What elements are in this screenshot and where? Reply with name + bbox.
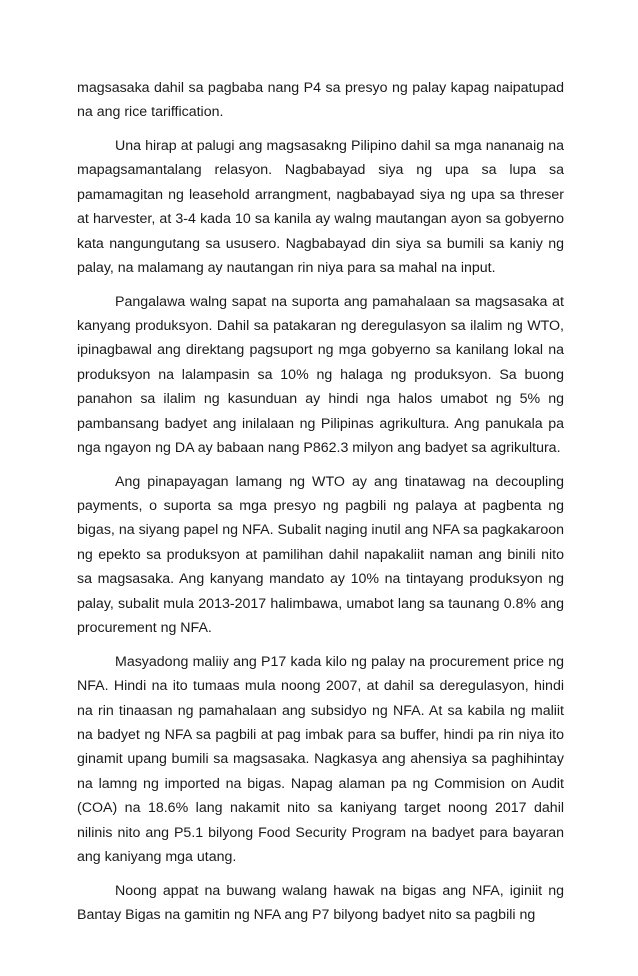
- paragraph-2: Una hirap at palugi ang magsasakng Pilipino dahil sa mga nananaig na mapagsamantalang relasyon. Nagbabayad siya ng upa sa lupa sa pamamagitan ng leasehold arrangment, nagbabayad siya ng upa sa threser at harvester, at 3-4 kada 10 sa kanila ay walng mautangan ayon sa gobyerno kata nangungutang sa ususero. Nagbabayad din siya sa bumili sa kaniy ng palay, na malamang ay nautangan rin niya para sa mahal na input.: [77, 138, 564, 277]
- paragraph-5: Masyadong maliiy ang P17 kada kilo ng palay na procurement price ng NFA. Hindi na ito tumaas mula noong 2007, at dahil sa deregulasyon, hindi na rin tinaasan ng pamahalaan ang subsidyo ng NFA. At sa kabila ng maliit na badyet ng NFA sa pagbili at pag imbak para sa buffer, hindi pa rin niya ito ginamit upang bumili sa magsasaka. Nagkasya ang ahensiya sa paghihintay na lamng ng imported na bigas. Napag alaman pa ng Commision on Audit (COA) na 18.6% lang nakamit nito sa kaniyang target noong 2017 dahil nilinis nito ang P5.1 bilyong Food Security Program na badyet para bayaran ang kaniyang mga utang.: [77, 653, 564, 865]
- paragraph-4: Ang pinapayagan lamang ng WTO ay ang tinatawag na decoupling payments, o suporta sa mga presyo ng pagbili ng palaya at pagbenta ng bigas, na siyang papel ng NFA. Subalit naging inutil ang NFA sa pagkakaroon ng epekto sa produksyon at pamilihan dahil napakaliit naman ang binili nito sa magsasaka. Ang kanyang mandato ay 10% na tintayang produksyon ng palay, subalit mula 2013-2017 halimbawa, umabot lang sa taunang 0.8% ang procurement ng NFA.: [77, 473, 564, 637]
- paragraph-1: magsasaka dahil sa pagbaba nang P4 sa presyo ng palay kapag naipatupad na ang rice tariffication.: [77, 80, 564, 121]
- document-page: [77, 76, 564, 937]
- paragraph-6: Noong appat na buwang walang hawak na bigas ang NFA, iginiit ng Bantay Bigas na gamitin ng NFA ang P7 bilyong badyet nito sa pagbili ng: [77, 882, 564, 923]
- paragraph-3: Pangalawa walng sapat na suporta ang pamahalaan sa magsasaka at kanyang produksyon. Dahil sa patakaran ng deregulasyon sa ilalim ng WTO, ipinagbawal ang direktang pagsuport ng mga gobyerno sa kanilang lokal na produksyon na lalampasin sa 10% ng halaga ng produksyon. Sa buong panahon sa ilalim ng kasunduan ay hindi nga halos umabot ng 5% ng pambansang badyet ang inilalaan ng Pilipinas agrikultura. Ang panukala pa nga ngayon ng DA ay babaan nang P862.3 milyon ang badyet sa agrikultura.: [77, 293, 564, 457]
